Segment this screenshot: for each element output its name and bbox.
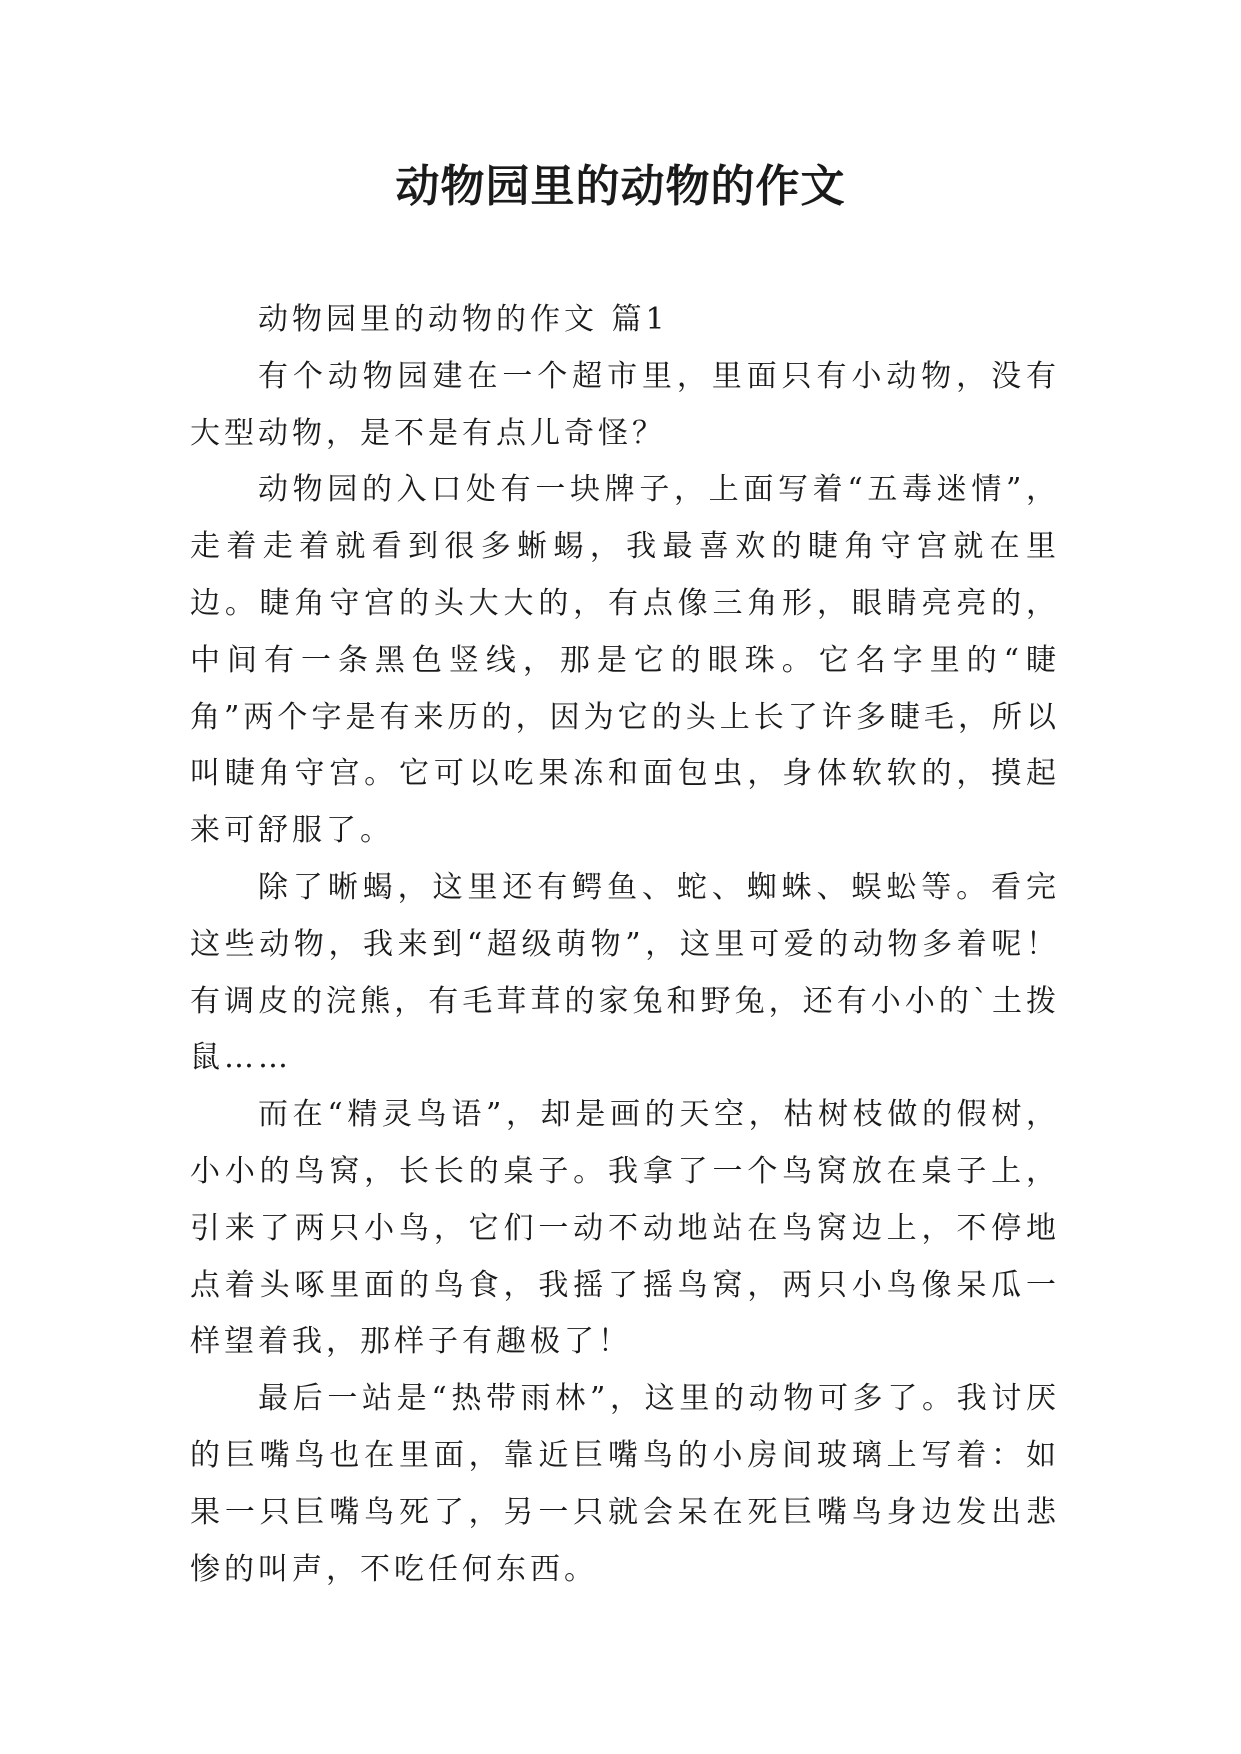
- paragraph: 有个动物园建在一个超市里，里面只有小动物，没有大型动物，是不是有点儿奇怪？: [190, 358, 1060, 451]
- document-body: [190, 292, 1060, 1598]
- paragraph: 除了晰蝎，这里还有鳄鱼、蛇、蜘蛛、蜈蚣等。看完这些动物，我来到“超级萌物”，这里可爱的动物多着呢！有调皮的浣熊，有毛茸茸的家兔和野兔，还有小小的`土拨鼠……: [190, 869, 1060, 1076]
- paragraph: 而在“精灵鸟语”，却是画的天空，枯树枝做的假树，小小的鸟窝，长长的桌子。我拿了一个鸟窝放在桌子上，引来了两只小鸟，它们一动不动地站在鸟窝边上，不停地点着头啄里面的鸟食，我摇了摇鸟窝，两只小鸟像呆瓜一样望着我，那样子有趣极了！: [190, 1097, 1060, 1360]
- section-heading: 动物园里的动物的作文 篇1: [258, 302, 669, 337]
- paragraph: 动物园的入口处有一块牌子，上面写着“五毒迷情”，走着走着就看到很多蜥蜴，我最喜欢的睫角守宫就在里边。睫角守宫的头大大的，有点像三角形，眼睛亮亮的，中间有一条黑色竖线，那是它的眼珠。它名字里的“睫角”两个字是有来历的，因为它的头上长了许多睫毛，所以叫睫角守宫。它可以吃果冻和面包虫，身体软软的，摸起来可舒服了。: [190, 472, 1060, 849]
- document-title: 动物园里的动物的作文: [395, 161, 846, 212]
- paragraph: 最后一站是“热带雨林”，这里的动物可多了。我讨厌的巨嘴鸟也在里面，靠近巨嘴鸟的小房间玻璃上写着：如果一只巨嘴鸟死了，另一只就会呆在死巨嘴鸟身边发出悲惨的叫声，不吃任何东西。: [190, 1381, 1060, 1587]
